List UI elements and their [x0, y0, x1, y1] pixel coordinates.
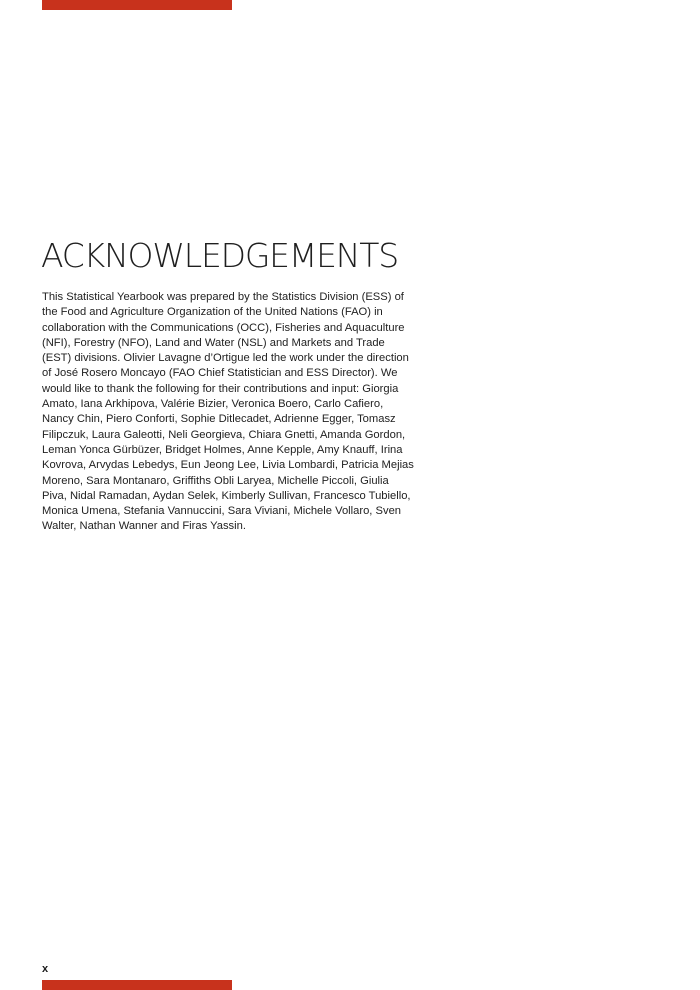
page-number: x: [42, 963, 49, 975]
bottom-accent-bar: [42, 980, 232, 990]
acknowledgements-paragraph: This Statistical Yearbook was prepared by the Statistics Division (ESS) of the Food and Agriculture Organization of the United Nations (FAO) in collaboration with the Communications (OCC), Fisheries and Aquaculture (NFI), Forestry (NFO), Land and Water (NSL) and Markets and Trade (EST) divisions. Olivier Lavagne d’Ortigue led the work under the direction of José Rosero Moncayo (FAO Chief Statistician and ESS Director). We would like to thank the following for their contributions and input: Giorgia Amato, Iana Arkhipova, Valérie Bizier, Veronica Boero, Carlo Cafiero, Nancy Chin, Piero Conforti, Sophie Ditlecadet, Adrienne Egger, Tomasz Filipczuk, Laura Galeotti, Neli Georgieva, Chiara Gnetti, Amanda Gordon, Leman Yonca Gürbüzer, Bridget Holmes, Anne Kepple, Amy Knauff, Irina Kovrova, Arvydas Lebedys, Eun Jeong Lee, Livia Lombardi, Patricia Mejias Moreno, Sara Montanaro, Griffiths Obli Laryea, Michelle Piccoli, Giulia Piva, Nidal Ramadan, Aydan Selek, Kimberly Sullivan, Francesco Tubiello, Monica Umena, Stefania Vannuccini, Sara Viviani, Michele Vollaro, Sven Walter, Nathan Wanner and Firas Yassin.: [42, 291, 414, 533]
top-accent-bar: [42, 0, 232, 10]
page-title: ACKNOWLEDGEMENTS: [41, 236, 398, 275]
